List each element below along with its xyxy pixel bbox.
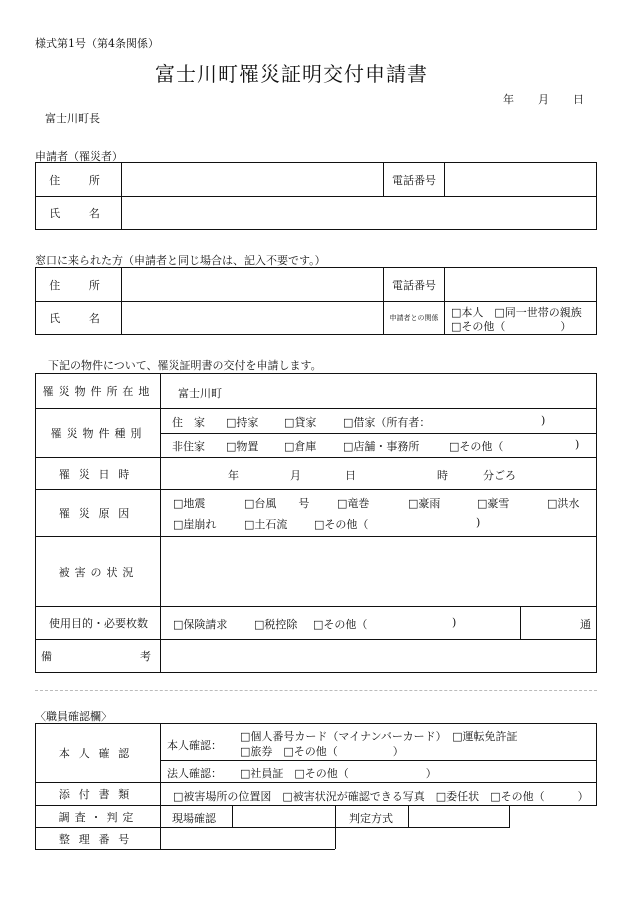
location-label: 罹災物件所在地 [42,385,155,398]
datetime-year: 年 [228,469,239,482]
type-owned-checkbox[interactable]: □持家 [226,416,259,429]
remarks-label: 備 考 [41,650,151,663]
type-rental-checkbox[interactable]: □貸家 [284,416,317,429]
purpose-label: 使用目的・必要枚数 [49,617,148,630]
cause-heavysnow-checkbox[interactable]: □豪雪 [477,497,510,510]
site-check-field[interactable] [233,806,335,827]
purpose-unit: 通 [580,618,591,631]
purpose-other-close: ) [452,616,457,629]
date-year: 年 [503,93,514,106]
personal-id-options-1[interactable]: □個人番号カード（マイナンバーカード） □運転免許証 [240,730,518,743]
applicant-heading: 申請者（罹災者） [35,150,123,163]
attachments-label: 添付書類 [58,788,139,801]
survey-label: 調査・判定 [58,810,139,824]
cause-debrisflow-checkbox[interactable]: □土石流 [244,518,288,531]
reference-number-label: 整理番号 [58,832,139,846]
datetime-label: 罹災日時 [58,467,139,481]
date-month: 月 [538,93,549,106]
type-other-checkbox[interactable]: □その他（ [449,440,504,453]
cause-label: 罹災原因 [58,507,139,520]
site-check-label: 現場確認 [172,812,216,825]
type-other-close: ) [575,438,580,451]
request-statement: 下記の物件について、罹災証明書の交付を申請します。 [48,359,322,372]
cause-typhoon-checkbox[interactable]: □台風 号 [244,497,310,510]
cause-tornado-checkbox[interactable]: □竜巻 [337,497,370,510]
type-store-checkbox[interactable]: □店舗・事務所 [343,440,420,453]
applicant-phone-field[interactable] [445,163,595,196]
visitor-name-field[interactable] [122,302,383,334]
corporate-id-options[interactable]: □社員証 □その他（ ） [240,767,437,780]
applicant-address-field[interactable] [122,163,383,196]
visitor-relation-options-1[interactable]: □本人 □同一世帯の親族 [451,306,582,319]
cause-heavyrain-checkbox[interactable]: □豪雨 [408,497,441,510]
purpose-tax-checkbox[interactable]: □税控除 [254,618,298,631]
visitor-address-field[interactable] [122,268,383,301]
remarks-field[interactable] [161,640,595,672]
datetime-day: 日 [345,469,356,482]
datetime-minute: 分ごろ [483,469,516,482]
form-number: 様式第1号（第4条関係） [35,37,159,50]
damage-field[interactable] [161,537,595,606]
purpose-other-checkbox[interactable]: □その他（ [313,618,368,631]
cause-other-checkbox[interactable]: □その他（ [314,518,369,531]
datetime-hour: 時 [437,469,448,482]
corporate-id-label: 法人確認： [167,767,222,780]
staff-separator [35,690,597,691]
date-day: 日 [573,93,584,106]
cause-flood-checkbox[interactable]: □洪水 [547,497,580,510]
staff-heading: 〈職員確認欄〉 [35,710,112,723]
type-leased-checkbox[interactable]: □借家（所有者： [343,416,431,429]
reference-number-field[interactable] [161,828,335,849]
cause-other-close: ) [476,516,481,529]
judgment-method-field[interactable] [409,806,509,827]
visitor-name-label: 氏 名 [49,312,109,325]
cause-earthquake-checkbox[interactable]: □地震 [173,497,206,510]
visitor-address-label: 住 所 [49,278,109,292]
applicant-name-label: 氏 名 [49,207,109,220]
type-label: 罹災物件種別 [50,427,147,440]
damage-label: 被害の状況 [58,565,139,579]
applicant-name-field[interactable] [122,197,595,229]
attachments-options[interactable]: □被害場所の位置図 □被害状況が確認できる写真 □委任状 □その他（ ） [173,790,589,803]
type-warehouse-checkbox[interactable]: □倉庫 [284,440,317,453]
type-leased-close: ) [541,414,546,427]
applicant-address-label: 住 所 [49,173,109,187]
judgment-method-label: 判定方式 [349,812,393,825]
location-value[interactable]: 富士川町 [178,387,222,400]
personal-id-label: 本人確認： [167,739,222,752]
type-residence-label: 住 家 [172,416,205,429]
visitor-relation-options-2[interactable]: □その他（ ） [451,320,572,333]
visitor-phone-field[interactable] [445,268,595,301]
datetime-month: 月 [290,469,301,482]
page-title: 富士川町罹災証明交付申請書 [155,62,428,86]
type-nonresidence-label: 非住家 [172,440,205,453]
visitor-heading: 窓口に来られた方（申請者と同じ場合は、記入不要です。） [35,254,326,267]
personal-id-options-2[interactable]: □旅券 □その他（ ） [240,745,404,758]
identity-label: 本人確認 [58,747,139,760]
visitor-relation-label: 申請者との関係 [389,314,439,322]
addressee: 富士川町長 [45,112,100,125]
type-shed-checkbox[interactable]: □物置 [226,440,259,453]
visitor-phone-label: 電話番号 [392,278,436,292]
cause-landslide-checkbox[interactable]: □崖崩れ [173,518,217,531]
applicant-phone-label: 電話番号 [392,173,436,187]
purpose-insurance-checkbox[interactable]: □保険請求 [173,618,228,631]
